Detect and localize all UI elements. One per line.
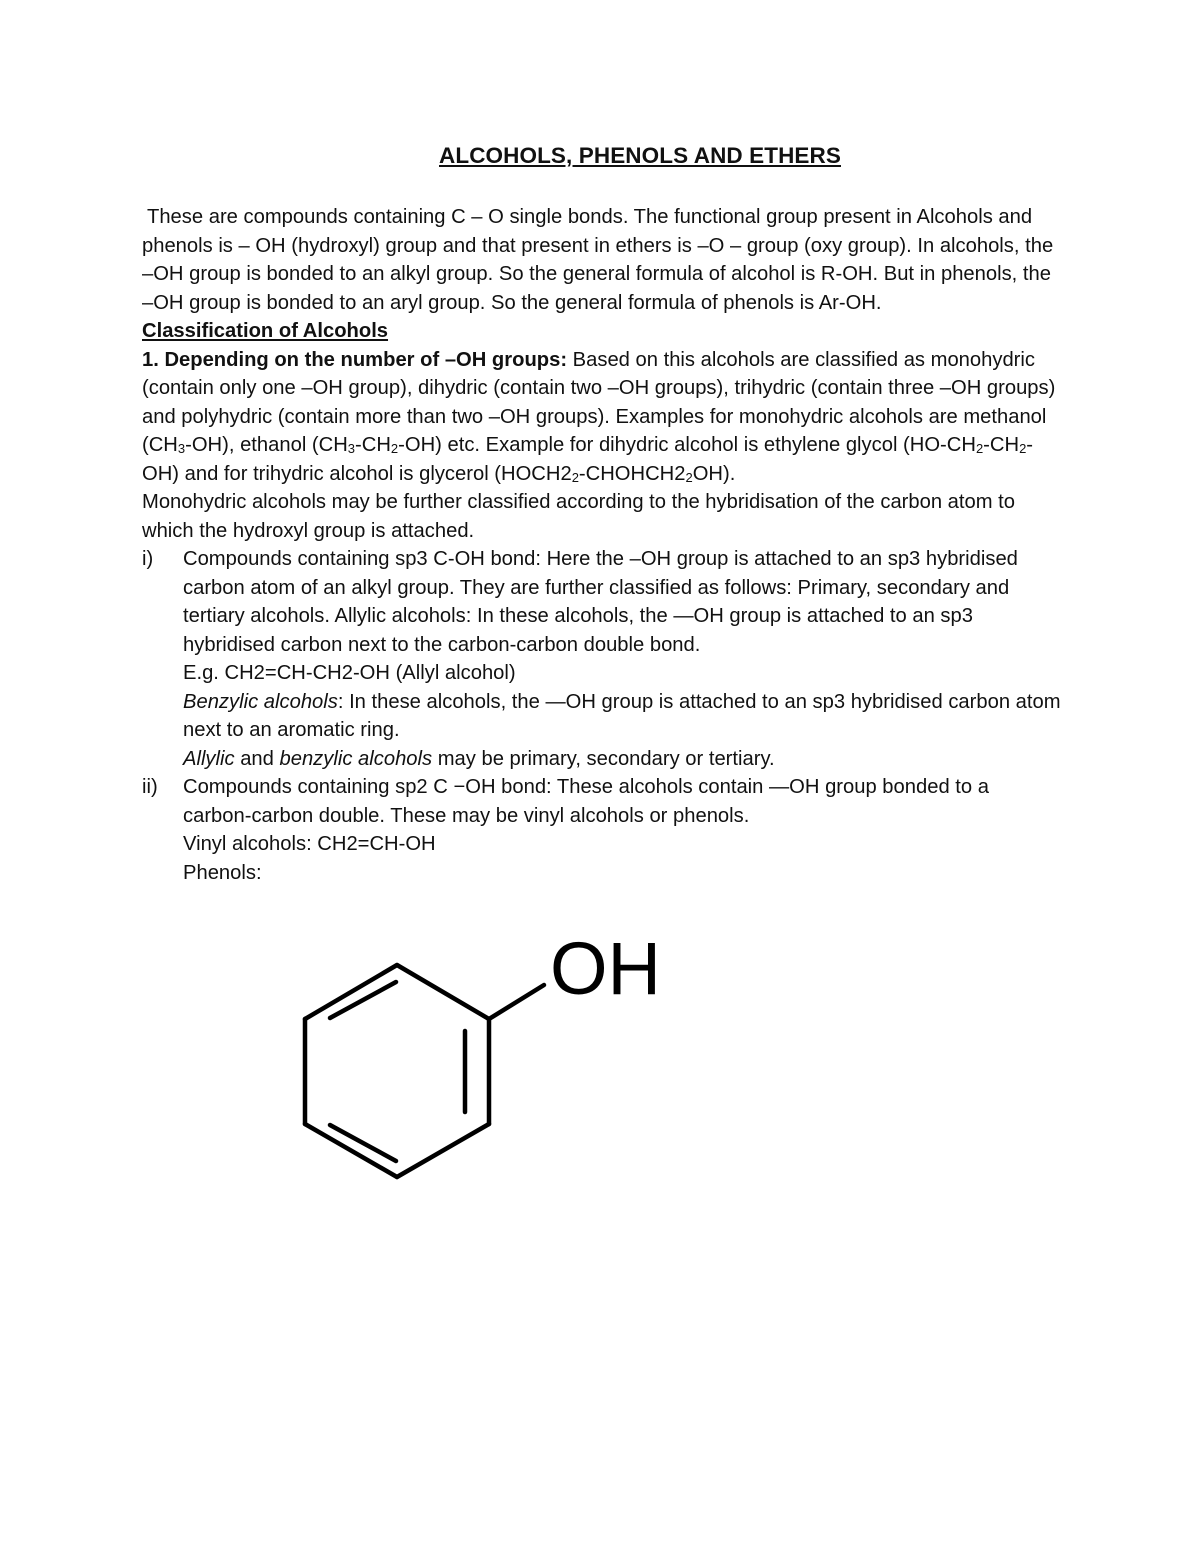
ring-bond [397,1124,489,1177]
phenols-label: Phenols: [183,861,262,884]
page-title: ALCOHOLS, PHENOLS AND ETHERS [439,143,841,168]
point-1-text-c: -CH [355,434,391,456]
benzylic-paragraph [183,688,1062,745]
ring-bond [305,965,397,1019]
ring-bond [305,1124,397,1177]
allyl-example: E.g. CH2=CH-CH2-OH (Allyl alcohol) [183,662,516,684]
point-1-lead: 1. Depending on the number of –OH groups: [142,348,568,371]
subscript: 3 [177,441,186,456]
monohydric-note: Monohydric alcohols may be further classified according to the hybridisation of the carbon atom to which the hydroxyl group is attached. [142,491,1016,542]
item-i-text: Compounds containing sp3 C-OH bond: Here the –OH group is attached to an sp3 hybridised carbon atom of an alkyl group. They are further classified as follows: Primary, secondary and tertiary alcohols. Allylic alcohols: In these alcohols, the —OH group is attached to an sp3 hybridised carbon next to the carbon-carbon double bond. [183,548,1018,656]
list-item-ii [142,773,1062,887]
phenol-structure-diagram [290,930,690,1200]
hydroxyl-label: OH [550,930,661,1010]
subscript: 2 [975,441,984,456]
intro-paragraph: These are compounds containing C – O single bonds. The functional group present in Alcohols and phenols is – OH (hydroxyl) group and that present in ethers is –O – group (oxy group). In alcohols, the –OH group is bonded to an alkyl group. So the general formula of alcohol is R-OH. But in phenols, the –OH group is bonded to an aryl group. So the general formula of phenols is Ar-OH. [142,206,1054,314]
subscript: 2 [571,469,579,485]
and-word: and [234,747,280,770]
point-1-text-a: Based on this alcohols are classified as monohydric (contain only one –OH group), dihydric (contain two –OH groups), trihydric (contain three –OH groups) and polyhydric (contain more than two –OH groups). Examples for monohydric alcohols are methanol (CH [142,348,1056,456]
document-body [142,203,1062,887]
point-1-text-b: -OH), ethanol (CH [185,434,348,456]
allylic-benzylic-note [183,745,1062,774]
classification-heading: Classification of Alcohols [142,320,389,342]
allylic-word: Allylic [183,747,235,770]
list-marker: i) [142,548,154,570]
point-1-text-h: OH). [692,462,736,485]
point-1-text-f: -OH) and for trihydric alcohol is glycerol (HOCH2 [142,434,1034,485]
subscript: 3 [347,441,356,456]
point-1-text-g: -CHOHCH2 [578,462,686,485]
benzylic-label: Benzylic alcohols [183,690,338,713]
subscript: 2 [390,441,399,456]
point-1-paragraph [142,346,1062,489]
point-1-text-e: -CH [983,434,1020,456]
point-1-text-d: -OH) etc. Example for dihydric alcohol is ethylene glycol (HO-CH [398,434,976,456]
vinyl-alcohols: Vinyl alcohols: CH2=CH-OH [183,833,436,855]
allylic-benzylic-tail: may be primary, secondary or tertiary. [432,747,775,770]
list-marker: ii) [142,776,158,798]
item-ii-text: Compounds containing sp2 C −OH bond: These alcohols contain —OH group bonded to a carbon-carbon double. These may be vinyl alcohols or phenols. [183,776,989,827]
benzylic-word: benzylic alcohols [279,747,433,770]
c-o-bond [489,985,544,1019]
list-item-i [142,545,1062,773]
ring-bond [397,965,489,1019]
subscript: 2 [685,469,693,485]
subscript: 2 [1019,441,1027,456]
benzylic-text: : In these alcohols, the —OH group is attached to an sp3 hybridised carbon atom next to an aromatic ring. [183,690,1061,741]
